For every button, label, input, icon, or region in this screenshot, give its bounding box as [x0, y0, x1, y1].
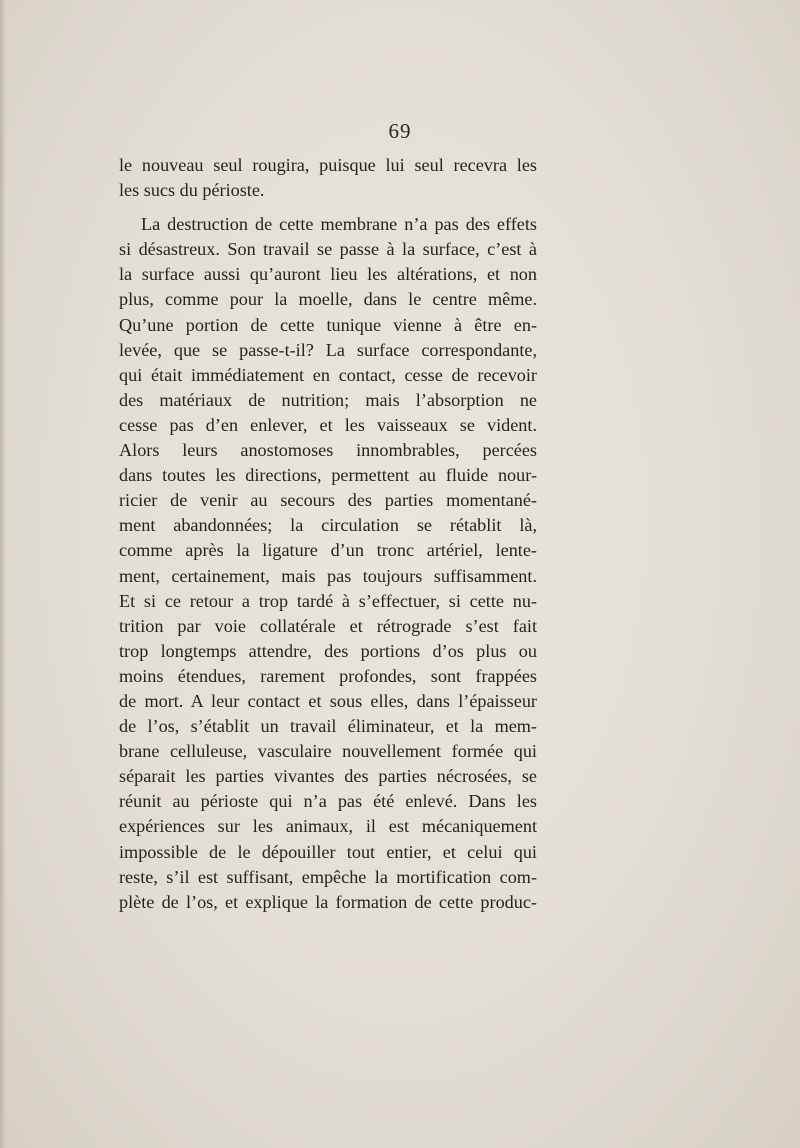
text-line: moins étendues, rarement profondes, sont frappées	[119, 665, 537, 686]
text-line: qui était immédiatement en contact, cesse de recevoir	[119, 364, 537, 385]
text-line: La destruction de cette membrane n’a pas des effets	[141, 214, 537, 235]
text-line: la surface aussi qu’auront lieu les altérations, et non	[119, 264, 537, 285]
text-line: plus, comme pour la moelle, dans le centre même.	[119, 289, 537, 310]
text-line: les sucs du périoste.	[119, 180, 265, 201]
body-text	[119, 153, 537, 915]
page-edge-shadow	[0, 0, 6, 1148]
text-line: ment abandonnées; la circulation se rétablit là,	[119, 515, 537, 536]
text-line: si désastreux. Son travail se passe à la surface, c’est à	[119, 239, 537, 260]
text-line: plète de l’os, et explique la formation de cette produc-	[119, 891, 537, 912]
text-line: expériences sur les animaux, il est mécaniquement	[119, 816, 537, 837]
text-line: trition par voie collatérale et rétrograde s’est fait	[119, 615, 537, 636]
text-line: de mort. A leur contact et sous elles, dans l’épaisseur	[119, 690, 537, 711]
text-line: brane celluleuse, vasculaire nouvellement formée qui	[119, 741, 537, 762]
text-line: ricier de venir au secours des parties momentané-	[119, 490, 537, 511]
text-line: reste, s’il est suffisant, empêche la mortification com-	[119, 866, 537, 887]
text-line: de l’os, s’établit un travail éliminateur, et la mem-	[119, 716, 537, 737]
text-line: séparait les parties vivantes des parties nécrosées, se	[119, 766, 537, 787]
text-line: comme après la ligature d’un tronc artériel, lente-	[119, 540, 537, 561]
text-line: Alors leurs anostomoses innombrables, percées	[119, 440, 537, 461]
text-line: dans toutes les directions, permettent au fluide nour-	[119, 465, 537, 486]
text-line: cesse pas d’en enlever, et les vaisseaux se vident.	[119, 414, 537, 435]
text-line: trop longtemps attendre, des portions d’os plus ou	[119, 640, 537, 661]
text-line: levée, que se passe-t-il? La surface correspondante,	[119, 339, 537, 360]
text-line: réunit au périoste qui n’a pas été enlevé. Dans les	[119, 791, 537, 812]
page-number: 69	[388, 119, 412, 143]
text-line: ment, certainement, mais pas toujours suffisamment.	[119, 565, 537, 586]
text-line: Qu’une portion de cette tunique vienne à être en-	[119, 314, 537, 335]
text-line: des matériaux de nutrition; mais l’absorption ne	[119, 389, 537, 410]
text-line: le nouveau seul rougira, puisque lui seul recevra les	[119, 155, 537, 175]
text-line: Et si ce retour a trop tardé à s’effectuer, si cette nu-	[119, 590, 537, 611]
text-line: impossible de le dépouiller tout entier, et celui qui	[119, 841, 537, 862]
paragraph-gap	[119, 203, 537, 212]
